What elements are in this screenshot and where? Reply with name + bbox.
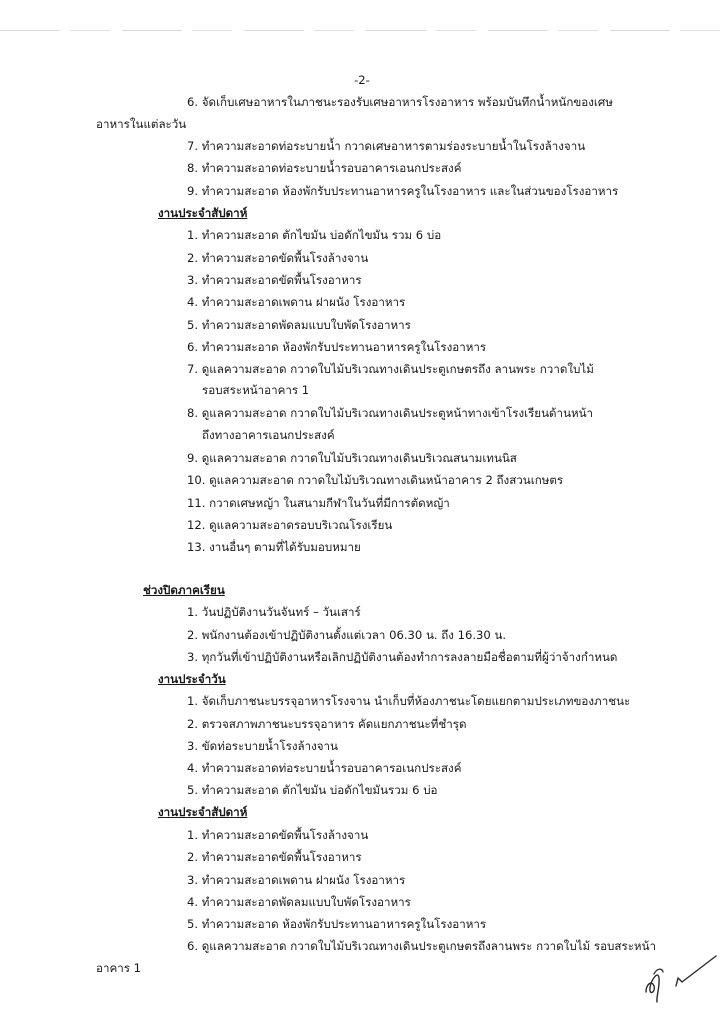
text-line: อาหารในแต่ละวัน (96, 117, 187, 131)
list-item: 9. ทำความสะอาด ห้องพักรับประทานอาหารครูในโรงอาหาร และในส่วนของโรงอาหาร (187, 184, 619, 198)
handwritten-signature (640, 948, 722, 1008)
list-item: 10. ดูแลความสะอาด กวาดใบไม้บริเวณทางเดินหน้าอาคาร 2 ถึงสวนเกษตร (187, 473, 564, 487)
list-item: 5. ทำความสะอาด ห้องพักรับประทานอาหารครูในโรงอาหาร (187, 917, 487, 931)
list-item: 4. ทำความสะอาดเพดาน ฝาผนัง โรงอาหาร (187, 295, 406, 309)
page-number: -2- (354, 73, 370, 87)
list-item: 1. วันปฏิบัติงานวันจันทร์ – วันเสาร์ (187, 605, 361, 619)
list-item: 13. งานอื่นๆ ตามที่ได้รับมอบหมาย (187, 540, 361, 554)
list-item: 6. ทำความสะอาด ห้องพักรับประทานอาหารครูในโรงอาหาร (187, 340, 487, 354)
list-item: 1. ทำความสะอาดขัดพื้นโรงล้างจาน (187, 828, 369, 842)
list-item: 1. ทำความสะอาด ตักไขมัน บ่อดักไขมัน รวม 6 บ่อ (187, 228, 442, 242)
list-item: 9. ดูแลความสะอาด กวาดใบไม้บริเวณทางเดินบริเวณสนามเทนนิส (187, 451, 517, 465)
list-item-continuation: อาคาร 1 (96, 961, 142, 975)
list-item-continuation: ถึงทางอาคารเอนกประสงค์ (202, 428, 335, 442)
list-item: 6. ดูแลความสะอาด กวาดใบไม้บริเวณทางเดินประตูเกษตรถึงลานพระ กวาดใบไม้ รอบสระหน้า (187, 939, 657, 953)
list-item: 8. ดูแลความสะอาด กวาดใบไม้บริเวณทางเดินประตูหน้าทางเข้าโรงเรียนด้านหน้า (187, 406, 594, 420)
list-item: 3. ทำความสะอาดเพดาน ฝาผนัง โรงอาหาร (187, 873, 406, 887)
section-heading-semester-break: ช่วงปิดภาคเรียน (143, 583, 225, 597)
list-item: 7. ดูแลความสะอาด กวาดใบไม้บริเวณทางเดินประตูเกษตรถึง ลานพระ กวาดใบไม้ (187, 362, 594, 376)
list-item: 2. พนักงานต้องเข้าปฏิบัติงานตั้งแต่เวลา 06.30 น. ถึง 16.30 น. (187, 628, 507, 642)
list-item-continuation: รอบสระหน้าอาคาร 1 (202, 383, 310, 397)
list-item: 5. ทำความสะอาด ตักไขมัน บ่อดักไขมันรวม 6 บ่อ (187, 783, 438, 797)
section-heading-weekly: งานประจำสัปดาห์ (158, 805, 248, 819)
list-item: 2. ตรวจสภาพภาชนะบรรจุอาหาร คัดแยกภาชนะที่ชำรุด (187, 717, 467, 731)
list-item: 3. ทำความสะอาดขัดพื้นโรงอาหาร (187, 273, 362, 287)
list-item: 3. ขัดท่อระบายน้ำโรงล้างจาน (187, 739, 338, 753)
section-heading-weekly: งานประจำสัปดาห์ (158, 206, 248, 220)
list-item: 4. ทำความสะอาดพัดลมแบบใบพัดโรงอาหาร (187, 895, 411, 909)
list-item: 11. กวาดเศษหญ้า ในสนามกีฬาในวันที่มีการตัดหญ้า (187, 496, 450, 510)
list-item: 5. ทำความสะอาดพัดลมแบบใบพัดโรงอาหาร (187, 318, 411, 332)
list-item: 2. ทำความสะอาดขัดพื้นโรงอาหาร (187, 850, 362, 864)
text-line: 6. จัดเก็บเศษอาหารในภาชนะรองรับเศษอาหารโรงอาหาร พร้อมบันทึกน้ำหนักของเศษ (187, 95, 613, 109)
list-item: 2. ทำความสะอาดขัดพื้นโรงล้างจาน (187, 251, 369, 265)
list-item: 12. ดูแลความสะอาดรอบบริเวณโรงเรียน (187, 518, 393, 532)
list-item: 4. ทำความสะอาดท่อระบายน้ำรอบอาคารอเนกประสงค์ (187, 761, 462, 775)
list-item: 3. ทุกวันที่เข้าปฏิบัติงานหรือเลิกปฏิบัติงานต้องทำการลงลายมือชื่อตามที่ผู้ว่าจ้างกำหนด (187, 650, 618, 664)
list-item: 7. ทำความสะอาดท่อระบายน้ำ กวาดเศษอาหารตามร่องระบายน้ำในโรงล้างจาน (187, 139, 586, 153)
list-item: 8. ทำความสะอาดท่อระบายน้ำรอบอาคารเอนกประสงค์ (187, 161, 462, 175)
section-heading-daily: งานประจำวัน (158, 672, 226, 686)
list-item: 1. จัดเก็บภาชนะบรรจุอาหารโรงจาน นำเก็บที่ห้องภาชนะโดยแยกตามประเภทของภาชนะ (187, 694, 631, 708)
